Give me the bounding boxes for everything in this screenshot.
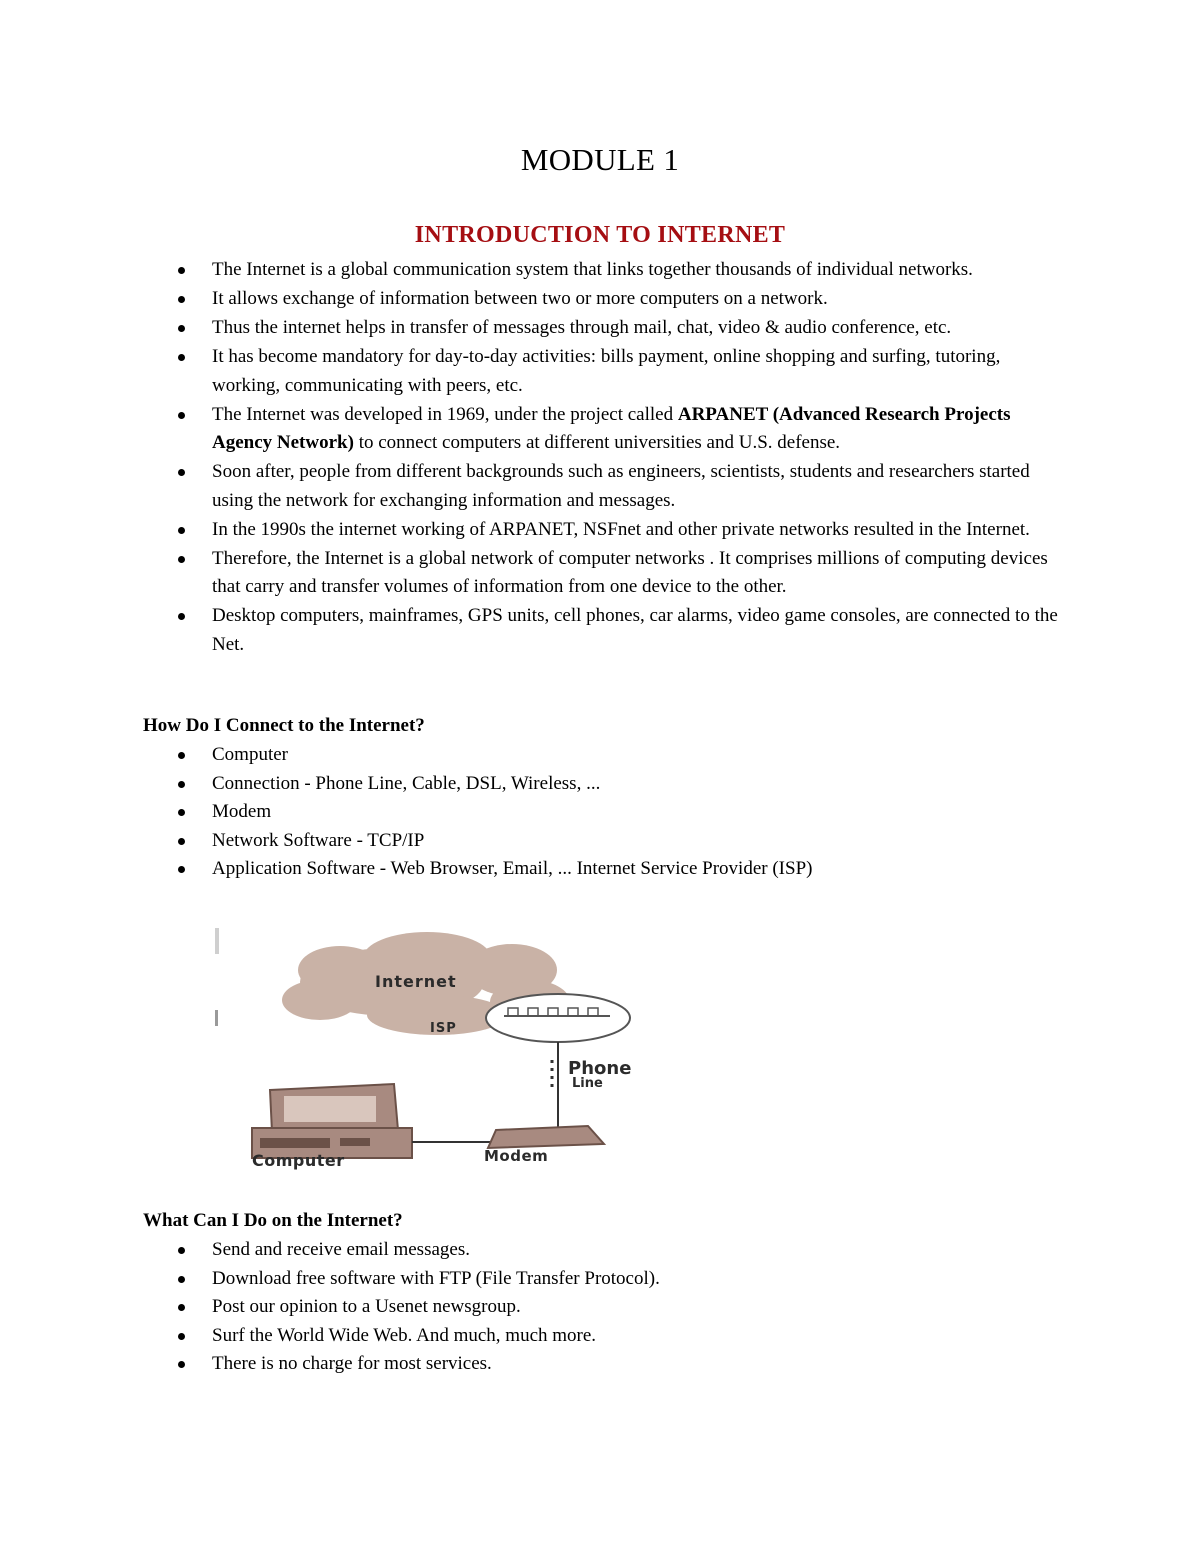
bullet-text: Surf the World Wide Web. And much, much more. [212, 1324, 597, 1346]
list-item [0, 1265, 1062, 1294]
bullet-text: Modem [212, 801, 272, 822]
list-item [0, 1293, 1062, 1322]
list-item [0, 343, 1062, 400]
bullet-text: Post our opinion to a Usenet newsgroup. [212, 1296, 521, 1317]
scan-mark [215, 928, 219, 954]
bullet-text: Download free software with FTP (File Transfer Protocol). [212, 1267, 660, 1289]
bullet-text-pre: The Internet was developed in 1969, under the project called [212, 403, 678, 425]
what-can-i-do-heading: What Can I Do on the Internet? [143, 1210, 403, 1231]
bullet-text: Application Software - Web Browser, Email, ... Internet Service Provider (ISP) [212, 858, 813, 879]
list-item [0, 458, 1062, 515]
computer-icon [252, 1084, 412, 1158]
bullet-icon [178, 412, 185, 419]
connect-heading: How Do I Connect to the Internet? [143, 715, 425, 736]
bullet-text: Computer [212, 744, 288, 765]
bullet-text: Thus the internet helps in transfer of messages through mail, chat, video & audio conference, etc. [212, 317, 952, 338]
modem-icon [488, 1126, 604, 1148]
bullet-icon [178, 809, 185, 816]
bullet-icon [178, 527, 185, 534]
bullet-icon [178, 866, 185, 873]
list-item [0, 285, 1062, 314]
list-item [0, 1236, 1062, 1265]
bullet-text: Soon after, people from different backgrounds such as engineers, scientists, students and researchers started using the network for exchanging information and messages. [212, 461, 1030, 511]
internet-uses-bullet-list [0, 1236, 1062, 1379]
section-title: INTRODUCTION TO INTERNET [414, 222, 786, 248]
list-item [0, 545, 1062, 602]
isp-label: ISP [430, 1021, 457, 1036]
list-item [0, 401, 1062, 458]
bullet-text: In the 1990s the internet working of ARPANET, NSFnet and other private networks resulted in the Internet. [212, 518, 1030, 540]
modem-body [488, 1126, 604, 1148]
line-label: Line [572, 1076, 603, 1091]
phone-label: Phone [568, 1058, 632, 1079]
list-item [0, 798, 1062, 827]
bullet-text: The Internet is a global communication system that links together thousands of individual networks. [212, 259, 973, 280]
bullet-text: It allows exchange of information between two or more computers on a network. [212, 288, 828, 309]
bullet-icon [178, 469, 185, 476]
list-item [0, 516, 1062, 545]
bullet-icon [178, 1276, 185, 1283]
drive-slot [260, 1138, 330, 1148]
list-item [0, 314, 1062, 343]
bullet-icon [178, 296, 185, 303]
bullet-icon [178, 838, 185, 845]
bullet-icon [178, 267, 185, 274]
arpanet-term: ARPANET (Advanced Research Projects Agency Network) [212, 403, 1011, 453]
drive-slot [340, 1138, 370, 1146]
bullet-icon [178, 613, 185, 620]
computer-label: Computer [252, 1151, 345, 1170]
bullet-icon [178, 781, 185, 788]
bullet-icon [178, 1247, 185, 1254]
bullet-icon [178, 1361, 185, 1368]
list-item [0, 602, 1062, 659]
intro-bullet-list [0, 256, 1062, 660]
connect-bullet-list [0, 741, 1062, 884]
list-item [0, 1322, 1062, 1351]
list-item [0, 256, 1062, 285]
list-item [0, 1350, 1062, 1379]
bullet-icon [178, 752, 185, 759]
diagram-figure [212, 920, 672, 1175]
bullet-icon [178, 325, 185, 332]
list-item [0, 855, 1062, 884]
screen [284, 1096, 376, 1122]
bullet-text: There is no charge for most services. [212, 1353, 492, 1374]
bullet-icon [178, 556, 185, 563]
bullet-text: It has become mandatory for day-to-day activities: bills payment, online shopping and surfing, tutoring, working, communicating with peers, etc. [212, 346, 1001, 396]
list-item [0, 770, 1062, 799]
bullet-text: Desktop computers, mainframes, GPS units, cell phones, car alarms, video game consoles, are connected to the Net. [212, 605, 1058, 655]
list-item [0, 741, 1062, 770]
internet-label: Internet [375, 972, 457, 991]
isp-hub-icon [486, 994, 630, 1042]
internet-connection-diagram [212, 920, 672, 1175]
hub-outline [486, 994, 630, 1042]
scan-mark [215, 1010, 218, 1026]
module-title: MODULE 1 [520, 142, 680, 177]
bullet-text: Network Software - TCP/IP [212, 829, 425, 851]
bullet-text: Send and receive email messages. [212, 1239, 470, 1260]
bullet-text: Therefore, the Internet is a global network of computer networks . It comprises millions of computing devices that carry and transfer volumes of information from one device to the other. [212, 547, 1048, 597]
bullet-icon [178, 1333, 185, 1340]
modem-label: Modem [484, 1147, 549, 1165]
bullet-icon [178, 354, 185, 361]
bullet-icon [178, 1304, 185, 1311]
cloud-shape [282, 980, 358, 1020]
list-item [0, 827, 1062, 856]
bullet-text-post: to connect computers at different universities and U.S. defense. [353, 432, 841, 453]
bullet-text: Connection - Phone Line, Cable, DSL, Wireless, ... [212, 772, 601, 794]
